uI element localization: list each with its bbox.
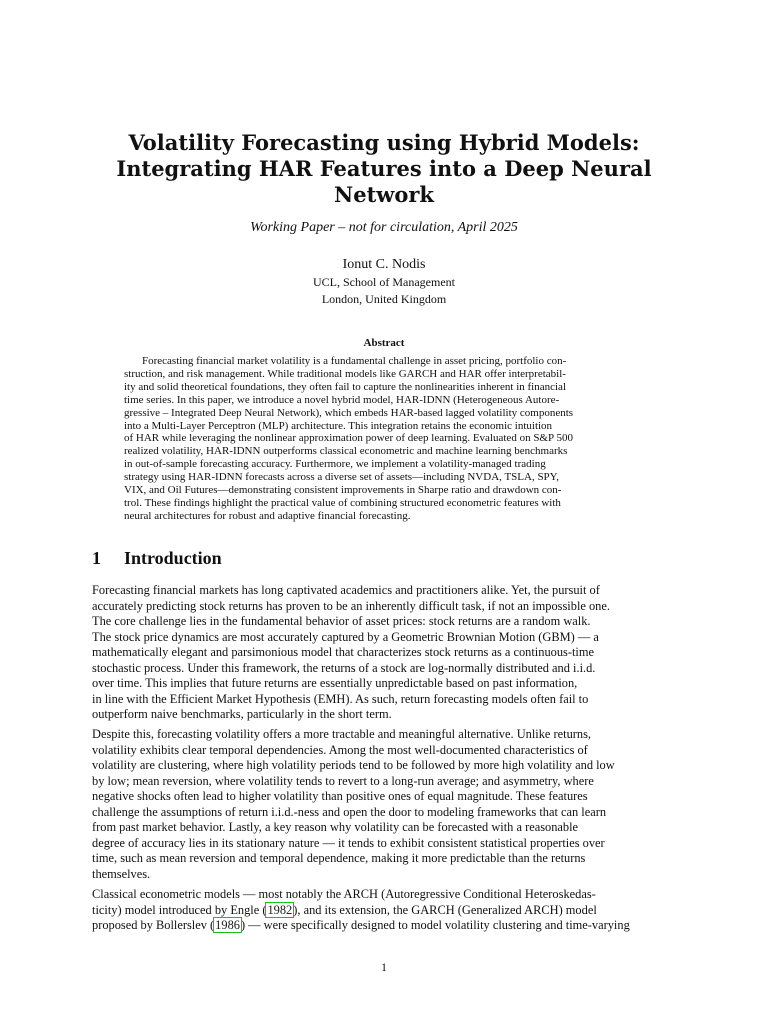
abstract-line: of HAR while leveraging the nonlinear approximation power of deep learning. Evaluated on S&P 500 <box>124 432 573 445</box>
abstract-line: neural architectures for robust and adaptive financial forecasting. <box>124 509 411 522</box>
citation-link-bollerslev[interactable]: 1986 <box>215 918 240 932</box>
paragraph-line: negative shocks often lead to higher volatility than positive ones of equal magnitude. These features <box>92 789 588 803</box>
paragraph-line: by low; mean reversion, where volatility tends to revert to a long-run average; and asymmetry, where <box>92 773 594 788</box>
text-run: ) — were specifically designed to model volatility clustering and time-varying <box>240 918 630 932</box>
paper-title <box>96 130 672 208</box>
author-block <box>96 256 672 308</box>
citation-link-engle[interactable]: 1982 <box>267 902 293 917</box>
author-name: Ionut C. Nodis <box>342 257 426 272</box>
section-heading-introduction <box>92 548 222 569</box>
paragraph-2 <box>92 727 676 882</box>
paragraph-line: volatility are clustering, where high volatility periods tend to be followed by more high volatility and low <box>92 758 615 772</box>
text-run: ), and its extension, the GARCH (Generalized ARCH) model <box>293 902 597 917</box>
paragraph-line: volatility exhibits clear temporal dependencies. Among the most well-documented characteristics of <box>92 742 588 757</box>
paragraph-line: The core challenge lies in the fundamental behavior of asset prices: stock returns are a random walk. <box>92 614 591 628</box>
abstract-line: realized volatility, HAR-IDNN outperforms classical econometric and machine learning benchmarks <box>124 445 568 458</box>
abstract-line: strategy using HAR-IDNN forecasts across a diverse set of assets—including NVDA, TSLA, SPY, <box>124 471 559 484</box>
paragraph-line: Forecasting financial markets has long captivated academics and practitioners alike. Yet, the pursuit of <box>92 583 600 597</box>
author-location: London, United Kingdom <box>321 292 447 306</box>
paper-title-line-1: Volatility Forecasting using Hybrid Models: <box>128 130 640 155</box>
paragraph-line: over time. This implies that future returns are essentially unpredictable based on past information, <box>92 676 578 690</box>
paragraph-3 <box>92 887 676 934</box>
abstract-line: Forecasting financial market volatility is a fundamental challenge in asset pricing, portfolio con- <box>142 355 567 367</box>
abstract-line: ity and solid theoretical foundations, they often fail to capture the nonlinearities inherent in financial <box>124 380 566 393</box>
paper-title-line-2: Integrating HAR Features into a Deep Neural <box>116 156 652 181</box>
paragraph-1 <box>92 583 676 723</box>
paper-title-line-3: Network <box>334 182 434 207</box>
paragraph-line: The stock price dynamics are most accurately captured by a Geometric Brownian Motion (GBM) — a <box>92 629 599 644</box>
section-title: Introduction <box>124 548 222 568</box>
abstract-body <box>124 355 644 523</box>
paragraph-line: from past market behavior. Lastly, a key reason why volatility can be forecasted with a reasonable <box>92 820 579 834</box>
author-affiliation: UCL, School of Management <box>313 275 455 289</box>
paragraph-line: mathematically elegant and parsimonious model that characterizes stock returns as a continuous-time <box>92 645 594 659</box>
paragraph-line: in line with the Efficient Market Hypothesis (EMH). As such, return forecasting models often fail to <box>92 691 589 706</box>
paragraph-line: accurately predicting stock returns has proven to be an inherently difficult task, if not an impossible one. <box>92 598 610 613</box>
paragraph-line: Despite this, forecasting volatility offers a more tractable and meaningful alternative. Unlike returns, <box>92 727 592 741</box>
paragraph-line <box>92 903 676 919</box>
paper-subtitle: Working Paper – not for circulation, April 2025 <box>250 220 518 235</box>
section-number: 1 <box>92 548 101 568</box>
paragraph-line: time, such as mean reversion and temporal dependence, making it more predictable than the returns <box>92 851 586 865</box>
paragraph-line: Classical econometric models — most notably the ARCH (Autoregressive Conditional Heteroskedas- <box>92 887 596 901</box>
page-number: 1 <box>381 960 387 974</box>
abstract-line: trol. These findings highlight the practical value of combining structured econometric features with <box>124 496 561 509</box>
paragraph-line: stochastic process. Under this framework, the returns of a stock are log-normally distributed and i.i.d. <box>92 660 596 675</box>
paragraph-line: challenge the assumptions of return i.i.d.-ness and open the door to modeling frameworks that can learn <box>92 804 607 819</box>
paragraph-line: degree of accuracy lies in its stationary nature — it tends to exhibit consistent statistical properties over <box>92 835 605 850</box>
text-run: proposed by Bollerslev ( <box>92 918 215 932</box>
abstract-line: in out-of-sample forecasting accuracy. Furthermore, we implement a volatility-managed trading <box>124 458 546 471</box>
abstract-line: VIX, and Oil Futures—demonstrating consistent improvements in Sharpe ratio and drawdown con- <box>124 484 562 497</box>
text-run: ticity) model introduced by Engle ( <box>92 902 267 917</box>
abstract-line: into a Multi-Layer Perceptron (MLP) architecture. This integration retains the economic intuition <box>124 419 553 432</box>
abstract-line: struction, and risk management. While traditional models like GARCH and HAR offer interpretabil- <box>124 367 566 380</box>
paragraph-line: outperform naive benchmarks, particularly in the short term. <box>92 707 392 721</box>
paragraph-line <box>92 918 676 934</box>
abstract-heading: Abstract <box>363 337 405 349</box>
paragraph-line: themselves. <box>92 866 151 881</box>
abstract-line: gressive – Integrated Deep Neural Network), which embeds HAR-based lagged volatility components <box>124 406 574 419</box>
abstract-line: time series. In this paper, we introduce a novel hybrid model, HAR-IDNN (Heterogeneous Autore- <box>124 393 560 406</box>
